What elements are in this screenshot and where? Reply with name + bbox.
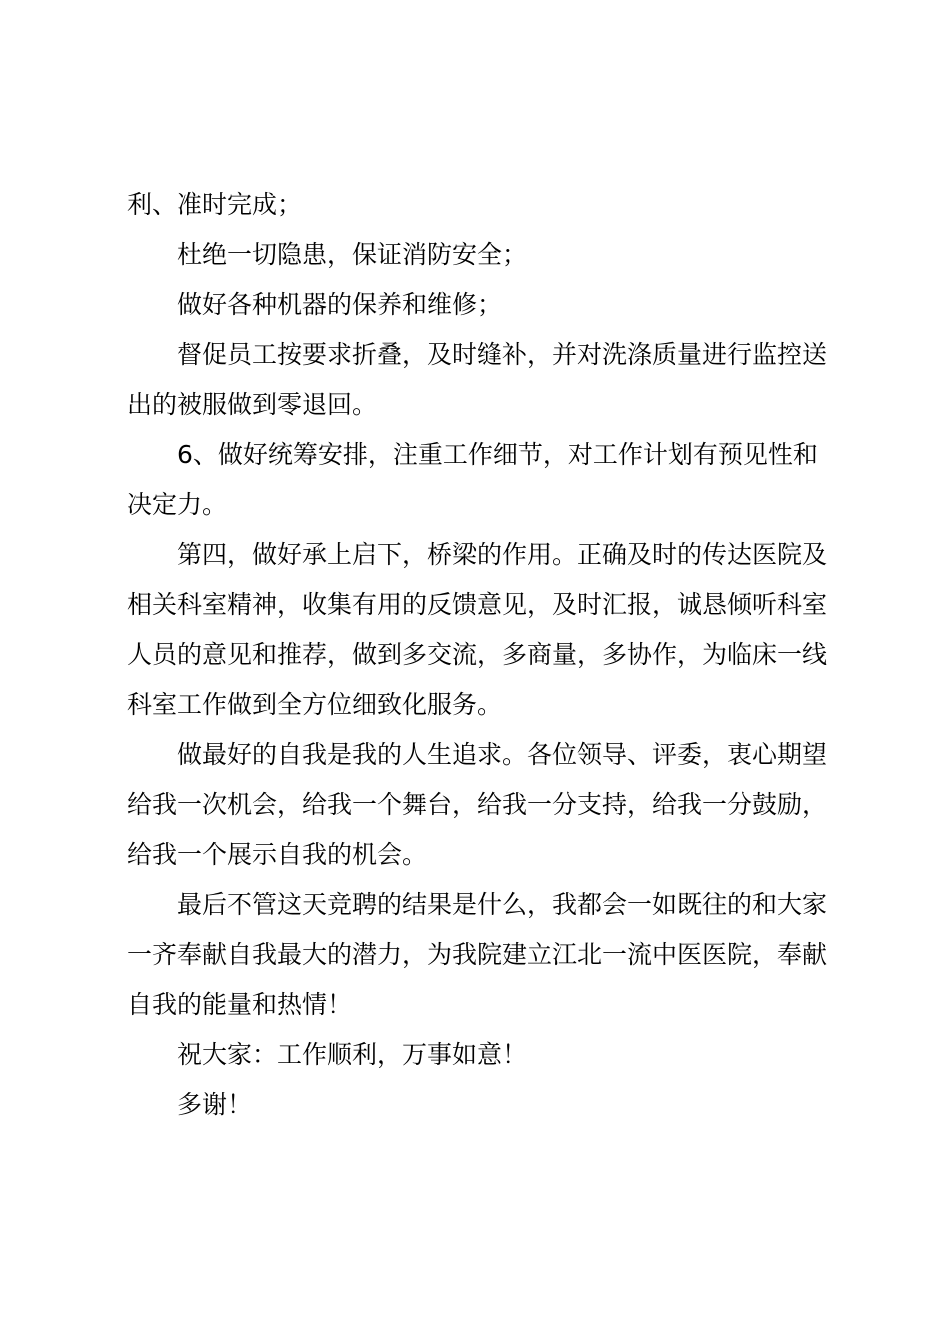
paragraph-staff-supervision: 督促员工按要求折叠，及时缝补，并对洗涤质量进行监控送出的被服做到零退回。 [127, 340, 828, 419]
paragraph-wishes: 祝大家：工作顺利，万事如意！ [177, 1040, 528, 1069]
paragraph-thanks: 多谢！ [177, 1090, 253, 1119]
paragraph-fourth-point: 第四，做好承上启下，桥梁的作用。正确及时的传达医院及相关科室精神，收集有用的反馈意见，及时汇报，诚恳倾听科室人员的意见和推荐，做到多交流，多商量，多协作，为临床一线科室工作做到全方位细致化服务。 [127, 540, 828, 719]
document-body [127, 180, 835, 1130]
paragraph-continuation: 利、准时完成； [127, 190, 303, 219]
paragraph-closing: 最后不管这天竞聘的结果是什么，我都会一如既往的和大家一齐奉献自我最大的潜力，为我院建立江北一流中医医院，奉献自我的能量和热情！ [127, 890, 828, 1019]
paragraph-personal-pursuit: 做最好的自我是我的人生追求。各位领导、评委，衷心期望给我一次机会，给我一个舞台，给我一分支持，给我一分鼓励，给我一个展示自我的机会。 [127, 740, 828, 869]
paragraph-fire-safety: 杜绝一切隐患，保证消防安全； [177, 240, 528, 269]
paragraph-planning: 6、做好统筹安排，注重工作细节，对工作计划有预见性和决定力。 [127, 440, 818, 519]
paragraph-machine-maintenance: 做好各种机器的保养和维修； [177, 290, 503, 319]
